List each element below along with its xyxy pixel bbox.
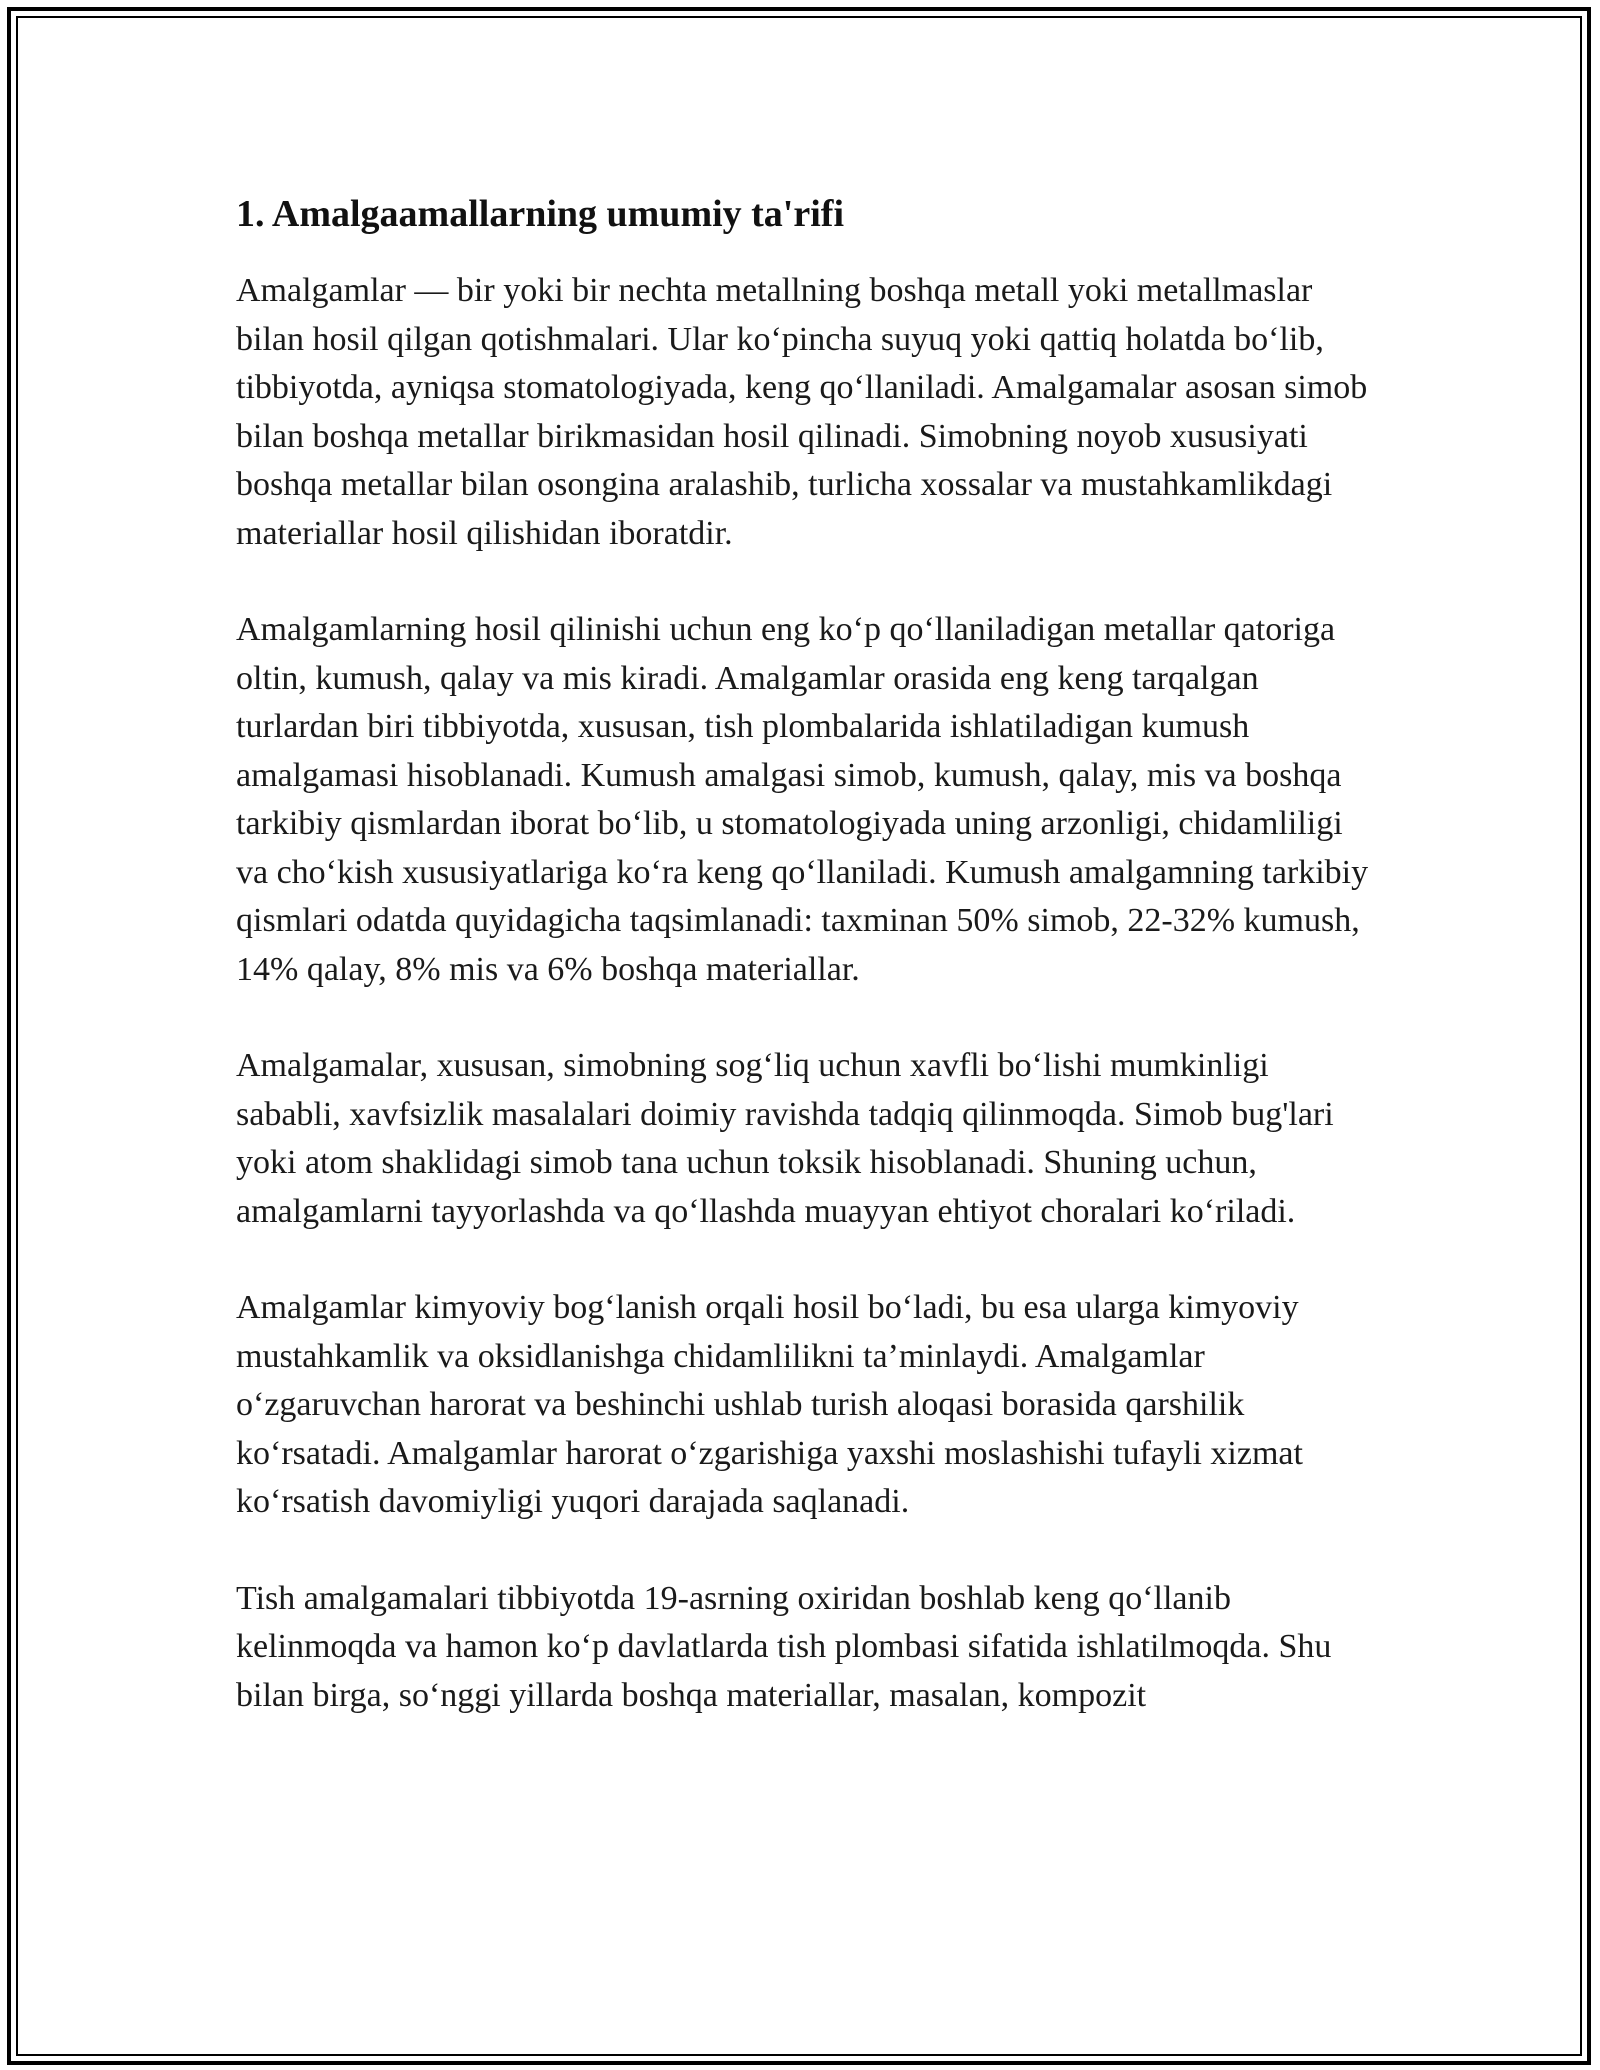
document-body (236, 186, 1376, 1768)
section-title: 1. Amalgaamallarning umumiy ta'rifi (236, 193, 844, 235)
paragraph-5: Tish amalgamalari tibbiyotda 19-asrning oxiridan boshlab keng qo‘llanib kelinmoqda va hamon ko‘p davlatlarda tish plombasi sifatida ishlatilmoqda. Shu bilan birga, so‘nggi yillarda boshqa materiallar, masalan, kompozit (236, 1579, 1332, 1714)
paragraph-3: Amalgamalar, xususan, simobning sog‘liq uchun xavfli bo‘lishi mumkinligi sababli, xavfsizlik masalalari doimiy ravishda tadqiq qilinmoqda. Simob bug'lari yoki atom shaklidagi simob tana uchun toksik hisoblanadi. Shuning uchun, amalgamlarni tayyorlashda va qo‘llashda muayyan ehtiyot choralari ko‘riladi. (236, 1047, 1334, 1230)
paragraph-2: Amalgamlarning hosil qilinishi uchun eng ko‘p qo‘llaniladigan metallar qatoriga oltin, kumush, qalay va mis kiradi. Amalgamlar orasida eng keng tarqalgan turlardan biri tibbiyotda, xususan, tish plombalarida ishlatiladigan kumush amalgamasi hisoblanadi. Kumush amalgasi simob, kumush, qalay, mis va boshqa tarkibiy qismlardan iborat bo‘lib, u stomatologiyada uning arzonligi, chidamliligi va cho‘kish xususiyatlariga ko‘ra keng qo‘llaniladi. Kumush amalgamning tarkibiy qismlari odatda quyidagicha taqsimlanadi: taxminan 50% simob, 22-32% kumush, 14% qalay, 8% mis va 6% boshqa materiallar. (236, 611, 1369, 988)
paragraph-1: Amalgamlar — bir yoki bir nechta metallning boshqa metall yoki metallmaslar bilan hosil qilgan qotishmalari. Ular ko‘pincha suyuq yoki qattiq holatda bo‘lib, tibbiyotda, ayniqsa stomatologiyada, keng qo‘llaniladi. Amalgamalar asosan simob bilan boshqa metallar birikmasidan hosil qilinadi. Simobning noyob xususiyati boshqa metallar bilan osongina aralashib, turlicha xossalar va mustahkamlikdagi materiallar hosil qilishidan iboratdir. (236, 272, 1368, 552)
paragraph-4: Amalgamlar kimyoviy bog‘lanish orqali hosil bo‘ladi, bu esa ularga kimyoviy mustahkamlik va oksidlanishga chidamlilikni ta’minlaydi. Amalgamlar o‘zgaruvchan harorat va beshinchi ushlab turish aloqasi borasida qarshilik ko‘rsatadi. Amalgamlar harorat o‘zgarishiga yaxshi moslashishi tufayli xizmat ko‘rsatish davomiyligi yuqori darajada saqlanadi. (236, 1289, 1303, 1520)
